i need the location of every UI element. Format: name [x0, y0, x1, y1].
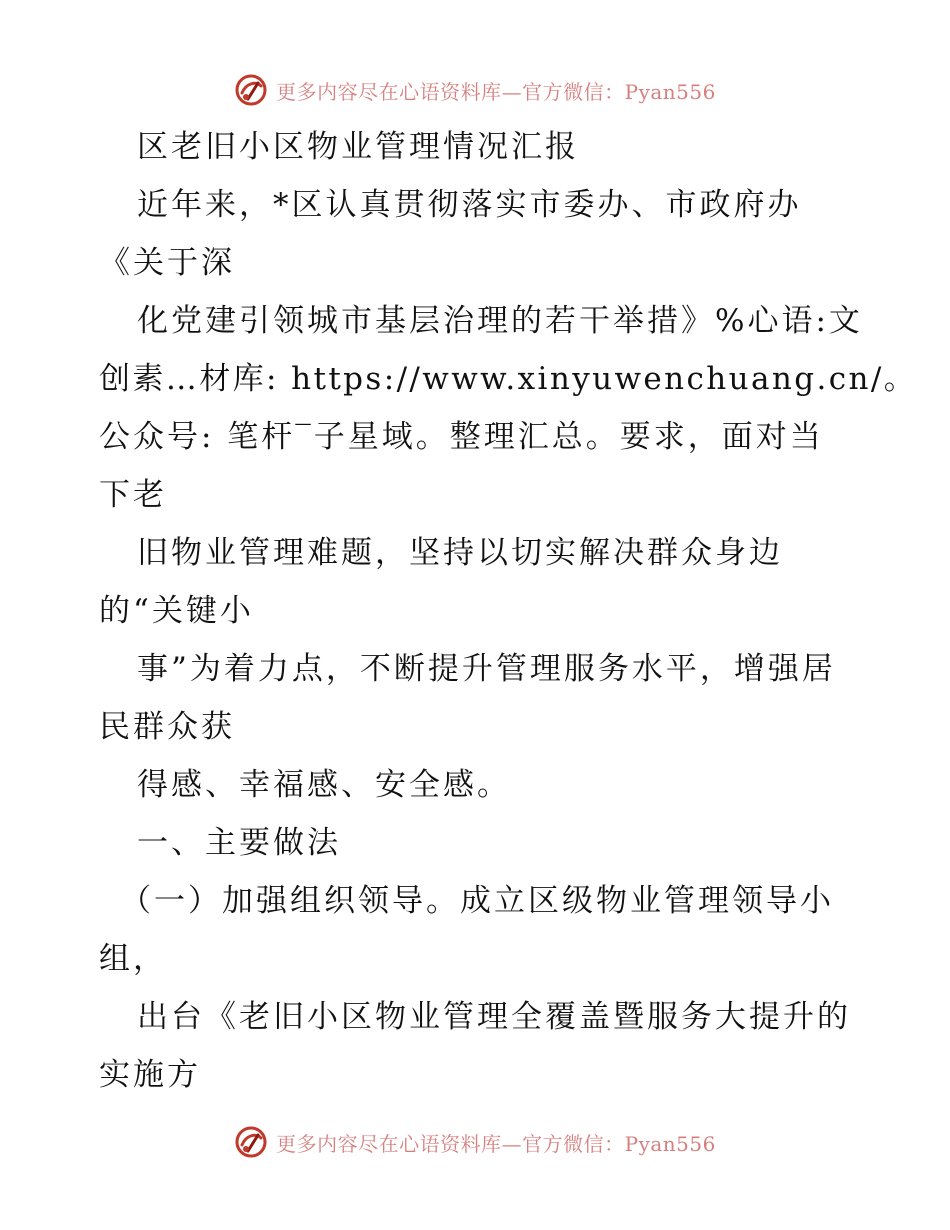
paragraph-line: 公众号: 笔杆‾子星域。整理汇总。要求，面对当	[99, 419, 824, 455]
header-watermark-text: 更多内容尽在心语资料库—官方微信：Pyan556	[276, 79, 716, 104]
document-title: 区老旧小区物业管理情况汇报	[137, 129, 579, 165]
paragraph-line: 事”为着力点，不断提升管理服务水平，增强居	[137, 651, 836, 687]
paragraph-line: 《关于深	[99, 245, 235, 281]
paragraph-line: 实施方	[99, 1057, 201, 1093]
paragraph-line: 的“关键小	[99, 593, 254, 629]
paragraph-line: 下老	[99, 477, 167, 513]
paragraph-line: 化党建引领城市基层治理的若干举措》%心语:文	[137, 303, 863, 339]
paragraph-line: 旧物业管理难题，坚持以切实解决群众身边	[137, 535, 783, 571]
paragraph-line: 创素…材库: https://www.xinyuwenchuang.cn/。	[99, 361, 918, 397]
paragraph-line: （一）加强组织领导。成立区级物业管理领导小	[120, 883, 834, 919]
paragraph-line: 出台《老旧小区物业管理全覆盖暨服务大提升的	[137, 999, 851, 1035]
section-heading: 一、主要做法	[137, 825, 341, 861]
red-swirl-logo-icon	[234, 1125, 268, 1159]
footer-watermark	[0, 1122, 950, 1162]
paragraph-line: 组，	[99, 941, 167, 977]
paragraph-line: 民群众获	[99, 709, 235, 745]
footer-watermark-text: 更多内容尽在心语资料库—官方微信：Pyan556	[276, 1131, 716, 1156]
paragraph-line: 近年来，*区认真贯彻落实市委办、市政府办	[137, 187, 802, 223]
paragraph-line: 得感、幸福感、安全感。	[137, 767, 511, 803]
